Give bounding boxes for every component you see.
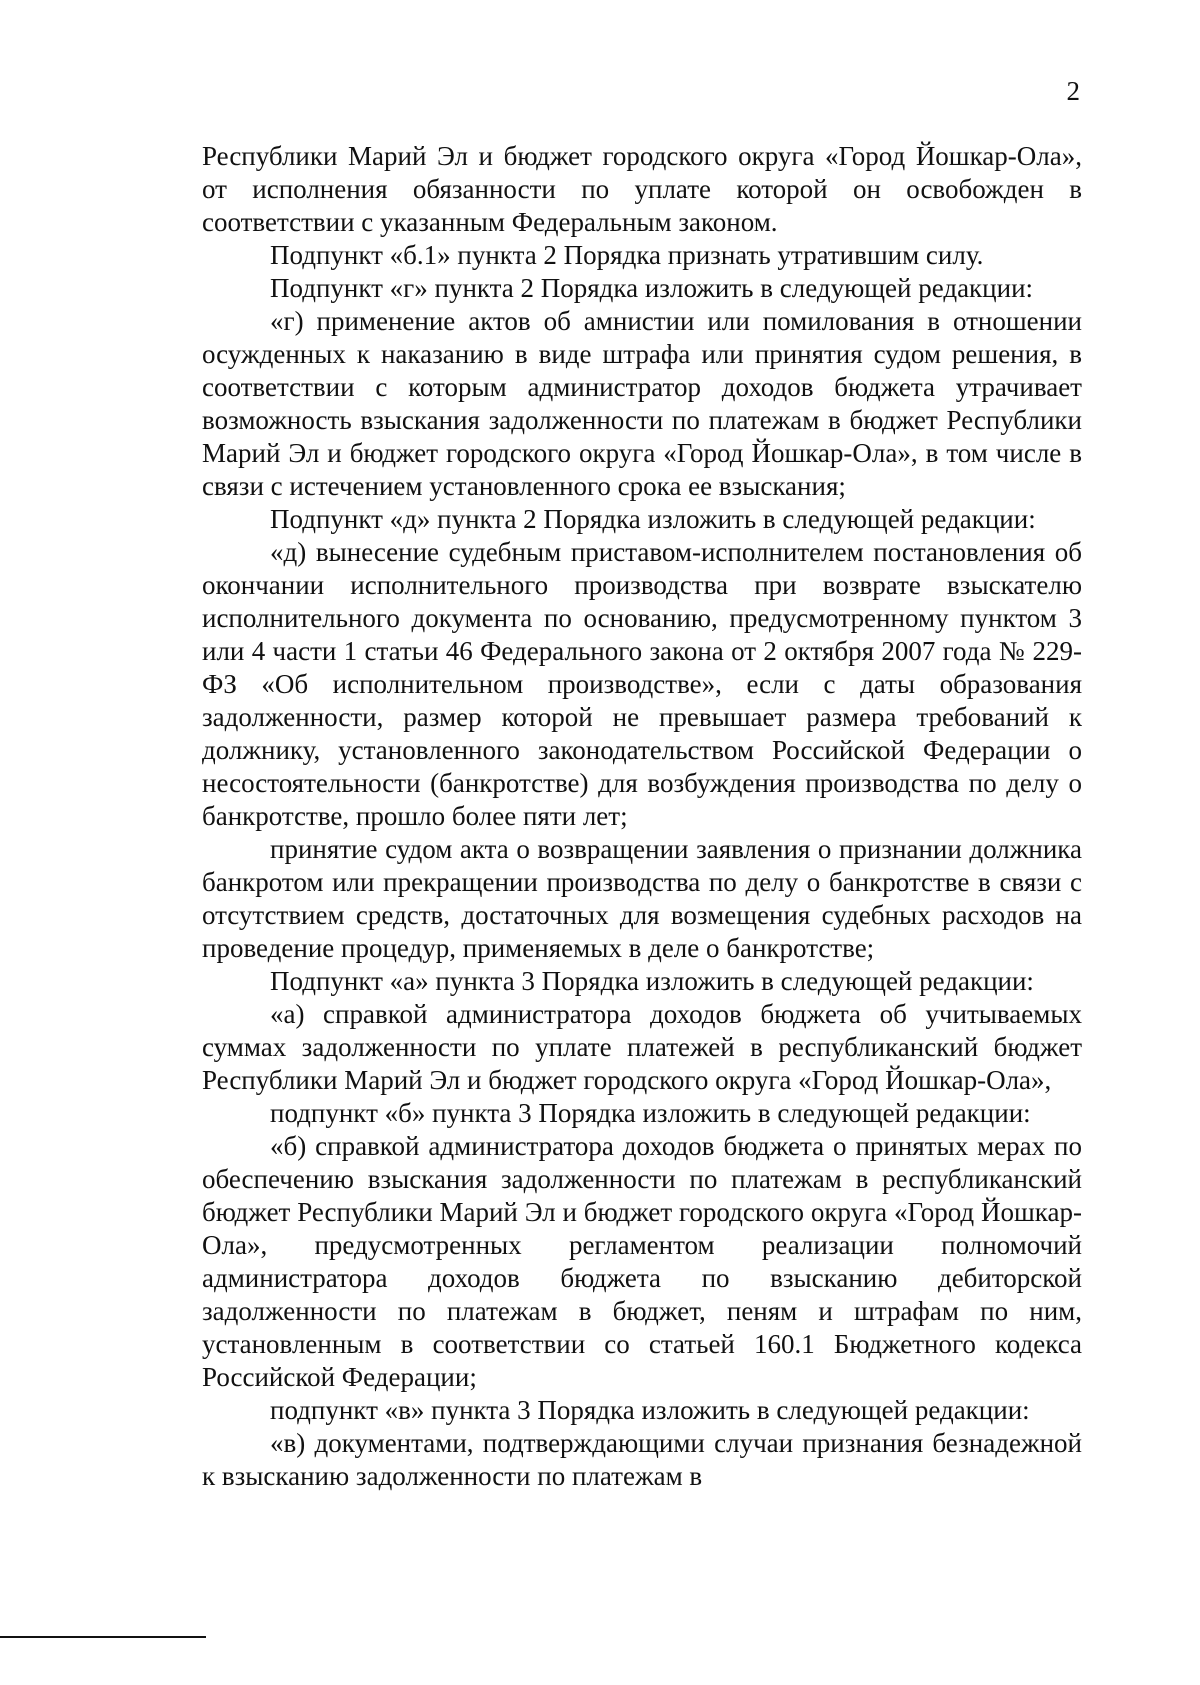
paragraph: подпункт «б» пункта 3 Порядка изложить в следующей редакции: <box>270 1098 1031 1128</box>
document-body <box>202 140 1082 1493</box>
paragraph: Подпункт «г» пункта 2 Порядка изложить в следующей редакции: <box>270 273 1034 303</box>
page-number: 2 <box>1066 76 1080 106</box>
paragraph: принятие судом акта о возвращении заявления о признании должника банкротом или прекращении производства по делу о банкротстве в связи с отсутствием средств, достаточных для возмещения судебных расходов на проведение процедур, применяемых в деле о банкротстве; <box>202 834 1082 963</box>
paragraph: Подпункт «а» пункта 3 Порядка изложить в следующей редакции: <box>270 966 1034 996</box>
paragraph: «д) вынесение судебным приставом-исполнителем постановления об окончании исполнительного производства при возврате взыскателю исполнительного документа по основанию, предусмотренному пунктом 3 или 4 части 1 статьи 46 Федерального закона от 2 октября 2007 года № 229-ФЗ «Об исполнительном производстве», если с даты образования задолженности, размер которой не превышает размера требований к должнику, установленного законодательством Российской Федерации о несостоятельности (банкротстве) для возбуждения производства по делу о банкротстве, прошло более пяти лет; <box>202 537 1082 831</box>
paragraph: Подпункт «д» пункта 2 Порядка изложить в следующей редакции: <box>270 504 1036 534</box>
paragraph: Подпункт «б.1» пункта 2 Порядка признать утратившим силу. <box>270 240 984 270</box>
paragraph: подпункт «в» пункта 3 Порядка изложить в следующей редакции: <box>270 1395 1030 1425</box>
paragraph: «а) справкой администратора доходов бюджета об учитываемых суммах задолженности по уплате платежей в республиканский бюджет Республики Марий Эл и бюджет городского округа «Город Йошкар-Ола», <box>202 999 1082 1095</box>
paragraph: «б) справкой администратора доходов бюджета о принятых мерах по обеспечению взыскания задолженности по платежам в республиканский бюджет Республики Марий Эл и бюджет городского округа «Город Йошкар-Ола», предусмотренных регламентом реализации полномочий администратора доходов бюджета по взысканию дебиторской задолженности по платежам в бюджет, пеням и штрафам по ним, установленным в соответствии со статьей 160.1 Бюджетного кодекса Российской Федерации; <box>202 1131 1082 1392</box>
paragraph: «г) применение актов об амнистии или помилования в отношении осужденных к наказанию в виде штрафа или принятия судом решения, в соответствии с которым администратор доходов бюджета утрачивает возможность взыскания задолженности по платежам в бюджет Республики Марий Эл и бюджет городского округа «Город Йошкар-Ола», в том числе в связи с истечением установленного срока ее взыскания; <box>202 306 1082 501</box>
paragraph: Республики Марий Эл и бюджет городского округа «Город Йошкар-Ола», от исполнения обязанности по уплате которой он освобожден в соответствии с указанным Федеральным законом. <box>202 141 1082 237</box>
footnote-divider <box>0 1636 206 1638</box>
paragraph: «в) документами, подтверждающими случаи признания безнадежной к взысканию задолженности по платежам в <box>202 1428 1082 1491</box>
